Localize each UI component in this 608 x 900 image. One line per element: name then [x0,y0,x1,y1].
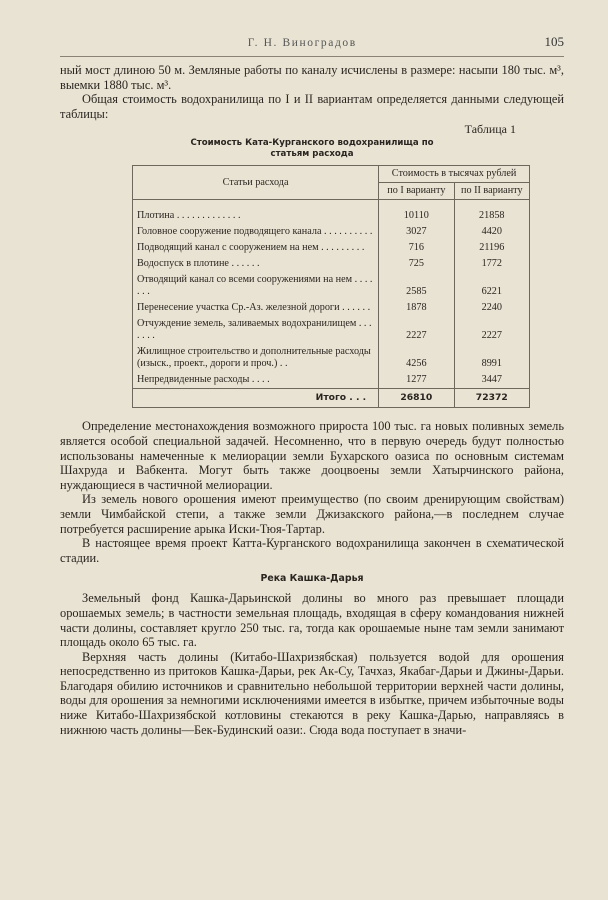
table-row [133,344,530,372]
paragraph-1: ный мост длиною 50 м. Земляные работы по каналу исчислены в размере: насыпи 180 тыс. м³, выемки 1880 тыс. м³. [60,63,564,92]
table-title-line-2: статьям расхода [270,149,354,160]
spacer [60,408,564,419]
row-value-variant-1: 2585 [379,272,454,300]
table-row [133,224,530,240]
cost-table [132,165,530,408]
table-row [133,372,530,389]
total-value-variant-2: 72372 [454,389,529,408]
row-item: Головное сооружение подводящего канала . . . . . . . . . . [133,224,379,240]
paragraph-4: Из земель нового орошения имеют преимущество (по своим дренирующим свойствам) земли Чимбайской степи, а также земли Джизакского района,—в последнем случае потребуется расширение арыка Иски-Тюя-Тартар. [60,492,564,536]
table-number: Таблица 1 [464,122,516,137]
table-title-line-1: Стоимость Ката-Курганского водохранилища по [190,138,434,149]
table-row [133,208,530,224]
table-title [60,138,564,160]
row-item: Жилищное строительство и дополнительные расходы (изыск., проект., дороги и проч.) . . [133,344,379,372]
total-value-variant-1: 26810 [379,389,454,408]
row-value-variant-2: 8991 [454,344,529,372]
table-spacer-row [133,200,530,209]
row-item: Отводящий канал со всеми сооружениями на нем . . . . . . . [133,272,379,300]
table-row [133,316,530,344]
table-row [133,272,530,300]
row-item: Водоспуск в плотине . . . . . . [133,256,379,272]
row-value-variant-2: 2240 [454,300,529,316]
paragraph-2: Общая стоимость водохранилища по I и II вариантам определяется данными следующей таблицы: [60,92,564,121]
row-value-variant-2: 21196 [454,240,529,256]
table-row [133,300,530,316]
row-item: Перенесение участка Ср.-Аз. железной дороги . . . . . . [133,300,379,316]
column-header-cost: Стоимость в тысячах рублей [379,166,530,183]
section-title: Река Кашка-Дарья [260,573,364,585]
table-row [133,256,530,272]
paragraph-5: В настоящее время проект Катта-Курганского водохранилища закончен в схематической стадии. [60,536,564,565]
row-item: Подводящий канал с сооружением на нем . . . . . . . . . [133,240,379,256]
column-header-variant-2: по II варианту [454,183,529,200]
row-value-variant-1: 725 [379,256,454,272]
row-value-variant-2: 2227 [454,316,529,344]
row-item: Отчуждение земель, заливаемых водохранилищем . . . . . . . [133,316,379,344]
running-header-author: Г. Н. Виноградов [247,37,357,49]
row-value-variant-2: 4420 [454,224,529,240]
row-value-variant-2: 21858 [454,208,529,224]
running-header [60,34,564,57]
row-value-variant-1: 1878 [379,300,454,316]
row-value-variant-1: 10110 [379,208,454,224]
table-total-row [133,389,530,408]
page-number: 105 [544,34,564,49]
row-value-variant-2: 3447 [454,372,529,389]
row-item: Непредвиденные расходы . . . . [133,372,379,389]
paragraph-7: Верхняя часть долины (Китабо-Шахризябская) пользуется водой для орошения непосредственно из притоков Кашка-Дарьи, рек Ак-Су, Тачхаз, Якабаг-Дарьи и Джины-Дарьи. Благодаря обилию источников и сравнительно небольшой территории верхней части долины, воды для орошения за немногими исключениями имеется в избытке, причем избыточные воды ниже Китабо-Шахризябской котловины стекаются в реку Кашка-Дарью, направляясь в нижнюю часть долины—Бек-Будинский оази:. Сюда вода поступает в значи- [60,649,564,737]
row-value-variant-1: 4256 [379,344,454,372]
row-value-variant-1: 2227 [379,316,454,344]
total-label: Итого . . . [133,389,379,408]
table-row [133,240,530,256]
row-value-variant-1: 1277 [379,372,454,389]
paragraph-3: Определение местонахождения возможного прироста 100 тыс. га новых поливных земель является особой специальной задачей. Несомненно, что в первую очередь будут полностью использованы намеченные к мелиорации земли Бухарского оазиса по основным системам Шахруда и Вабкента. Могут быть также дооцвоены земли Хатырчинского района, нуждающиеся в частичной мелиорации. [60,419,564,492]
row-value-variant-2: 6221 [454,272,529,300]
row-value-variant-1: 3027 [379,224,454,240]
column-header-item: Статьи расхода [133,166,379,200]
row-value-variant-2: 1772 [454,256,529,272]
row-item: Плотина . . . . . . . . . . . . . [133,208,379,224]
row-value-variant-1: 716 [379,240,454,256]
paragraph-6: Земельный фонд Кашка-Дарьинской долины во много раз превышает площади орошаемых земель; в частности земельная площадь, входящая в сферу командования нижней части долины, составляет кругло 250 тыс. га, тогда как орошаемые ныне там земли занимают площадь около 65 тыс. га. [60,591,564,650]
column-header-variant-1: по I варианту [379,183,454,200]
